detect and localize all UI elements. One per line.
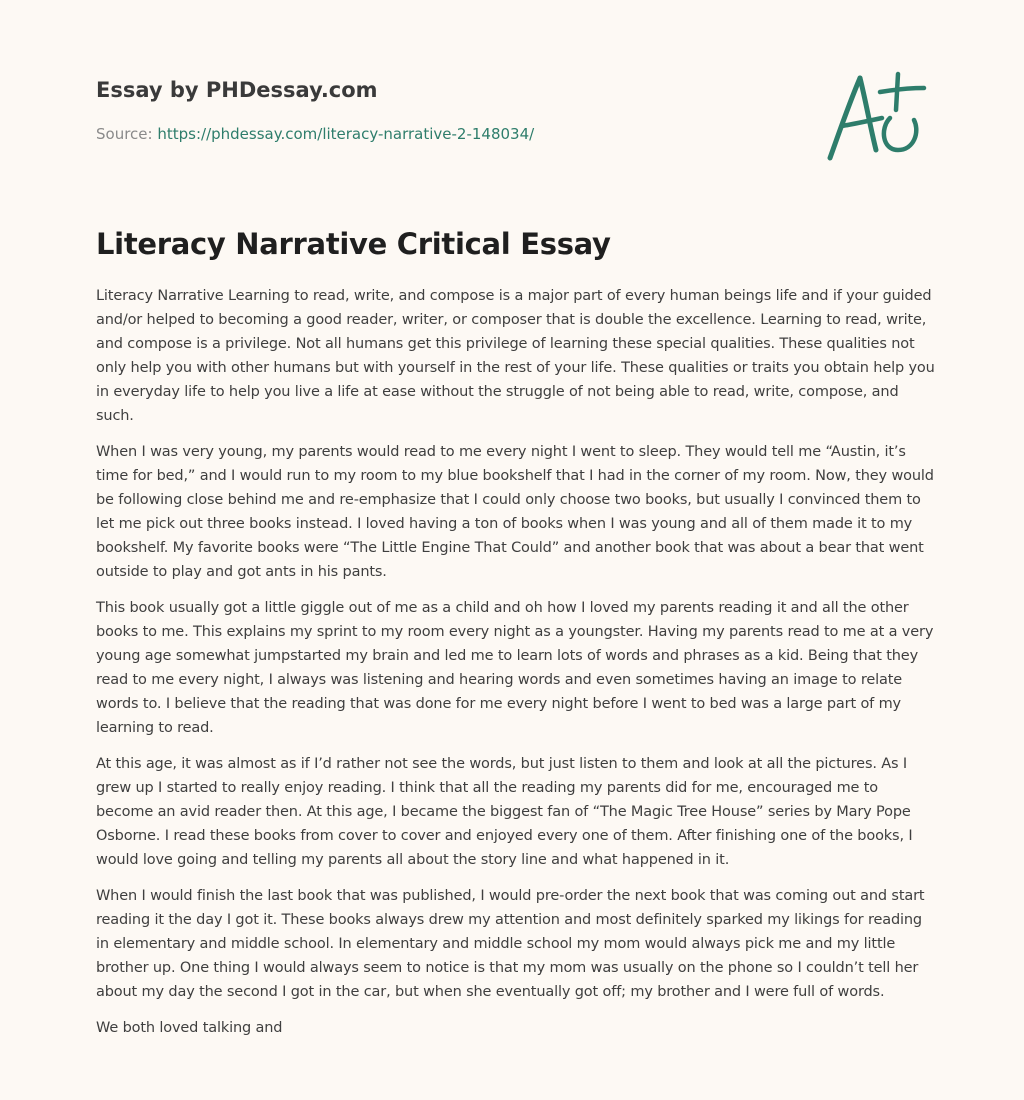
essay-paragraph: At this age, it was almost as if I’d rather not see the words, but just listen to them and look at all the pictures. As I grew up I started to really enjoy reading. I think that all the reading my parents did for me, encouraged me to become an avid reader then. At this age, I became the biggest fan of “The Magic Tree House” series by Mary Pope Osborne. I read these books from cover to cover and enjoyed every one of them. After finishing one of the books, I would love going and telling my parents all about the story line and what happened in it. xyxy=(96,756,913,868)
essay-title: Literacy Narrative Critical Essay xyxy=(96,227,611,261)
source-link[interactable]: https://phdessay.com/literacy-narrative-2-148034/ xyxy=(157,125,535,143)
source-label: Source: xyxy=(96,125,153,143)
essay-paragraph: This book usually got a little giggle out of me as a child and oh how I loved my parents reading it and all the other books to me. This explains my sprint to my room every night as a youngster. Having my parents read to me at a very young age somewhat jumpstarted my brain and led me to learn lots of words and phrases as a kid. Being that they read to me every night, I always was listening and hearing words and even sometimes having an image to relate words to. I believe that the reading that was done for me every night before I went to bed was a large part of my learning to read. xyxy=(96,600,934,736)
source-line xyxy=(96,124,796,144)
essay-header xyxy=(96,76,796,144)
a-plus-logo-icon xyxy=(820,66,930,166)
essay-paragraph: We both loved talking and xyxy=(96,1020,283,1036)
essay-paragraph: Literacy Narrative Learning to read, write, and compose is a major part of every human beings life and if your guided and/or helped to becoming a good reader, writer, or composer that is double the excellence. Learning to read, write, and compose is a privilege. Not all humans get this privilege of learning these special qualities. These qualities not only help you with other humans but with yourself in the rest of your life. These qualities or traits you obtain help you in everyday life to help you live a life at ease without the struggle of not being able to read, write, compose, and such. xyxy=(96,288,935,424)
essay-paragraph: When I would finish the last book that was published, I would pre-order the next book that was coming out and start reading it the day I got it. These books always drew my attention and most definitely sparked my likings for reading in elementary and middle school. In elementary and middle school my mom would always pick me and my little brother up. One thing I would always seem to notice is that my mom was usually on the phone so I couldn’t tell her about my day the second I got in the car, but when she eventually got off; my brother and I were full of words. xyxy=(96,888,925,1000)
essay-paragraph: When I was very young, my parents would read to me every night I went to sleep. They would tell me “Austin, it’s time for bed,” and I would run to my room to my blue bookshelf that I had in the corner of my room. Now, they would be following close behind me and re-emphasize that I could only choose two books, but usually I convinced them to let me pick out three books instead. I loved having a ton of books when I was young and all of them made it to my bookshelf. My favorite books were “The Little Engine That Could” and another book that was about a bear that went outside to play and got ants in his pants. xyxy=(96,444,934,580)
essay-body xyxy=(96,284,936,1052)
site-title: Essay by PHDessay.com xyxy=(96,78,378,102)
